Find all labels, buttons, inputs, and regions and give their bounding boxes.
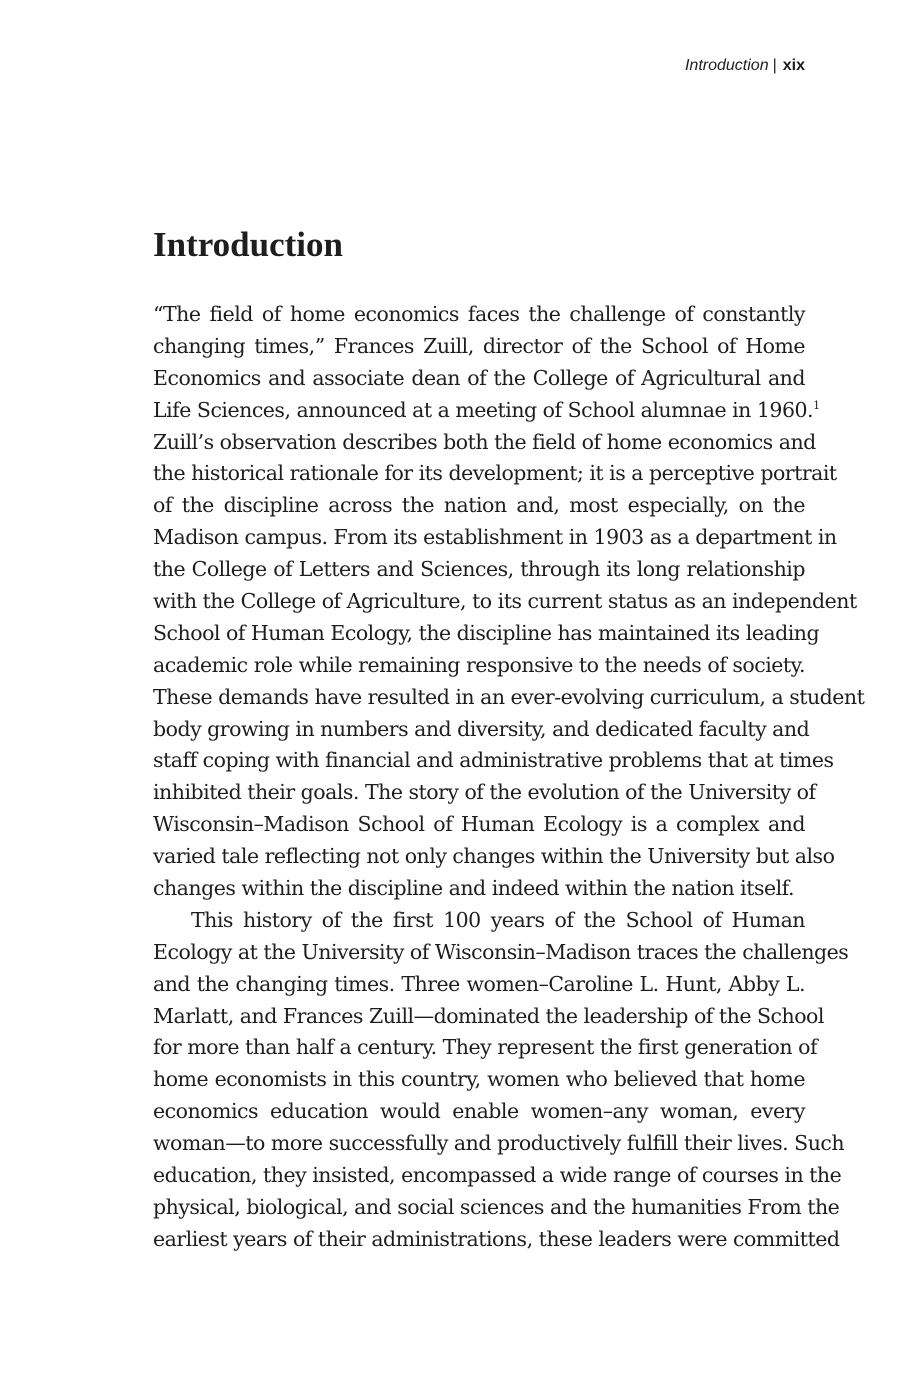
paragraph-2 <box>153 905 849 1256</box>
text-line: physical, biological, and social sciences and the humanities From the <box>153 1194 840 1219</box>
text-line: Economics and associate dean of the College of Agricultural and <box>153 365 805 390</box>
running-head-separator: | <box>772 57 777 74</box>
text-line: changes within the discipline and indeed within the nation itself. <box>153 876 795 901</box>
text-line-with-note <box>153 395 821 427</box>
text-line: “The field of home economics faces the challenge of constantly <box>153 302 805 326</box>
text-line: changing times,” Frances Zuill, director of the School of Home <box>153 333 805 358</box>
text-line: education, they insisted, encompassed a wide range of courses in the <box>153 1163 842 1188</box>
text-line: Madison campus. From its establishment in 1903 as a department in <box>153 525 837 550</box>
text-line: staff coping with financial and administrative problems that at times <box>153 748 834 773</box>
text-line: Life Sciences, announced at a meeting of School alumnae in 1960. <box>153 397 814 422</box>
body-text <box>153 299 865 1256</box>
text-line: Wisconsin–Madison School of Human Ecology is a complex and <box>153 812 805 837</box>
text-line: Marlatt, and Frances Zuill—dominated the leadership of the School <box>153 1003 824 1028</box>
text-line: varied tale reflecting not only changes within the University but also <box>153 844 835 869</box>
text-line: School of Human Ecology, the discipline has maintained its leading <box>153 620 820 645</box>
text-line: economics education would enable women–any woman, every <box>153 1099 805 1124</box>
text-line: for more than half a century. They represent the first generation of <box>153 1035 818 1060</box>
text-line: the College of Letters and Sciences, through its long relationship <box>153 557 805 582</box>
text-line: earliest years of their administrations, these leaders were committed <box>153 1226 840 1251</box>
text-line: academic role while remaining responsive to the needs of society. <box>153 652 805 677</box>
chapter-title: Introduction <box>153 225 343 264</box>
text-line: woman—to more successfully and productively fulfill their lives. Such <box>153 1131 845 1156</box>
text-line: inhibited their goals. The story of the evolution of the University of <box>153 780 816 805</box>
paragraph-1 <box>153 299 865 905</box>
running-head-section: Introduction <box>684 57 769 74</box>
text-line: Ecology at the University of Wisconsin–Madison traces the challenges <box>153 939 849 964</box>
text-line: This history of the first 100 years of the School of Human <box>191 907 805 932</box>
footnote-reference: 1 <box>813 398 821 412</box>
text-line: Zuill’s observation describes both the field of home economics and <box>153 429 816 454</box>
text-line: and the changing times. Three women–Caroline L. Hunt, Abby L. <box>153 971 805 996</box>
running-head <box>685 55 805 77</box>
text-line: the historical rationale for its development; it is a perceptive portrait <box>153 461 837 486</box>
page-number: xix <box>782 57 805 74</box>
text-line: home economists in this country, women who believed that home <box>153 1067 805 1092</box>
text-line: with the College of Agriculture, to its current status as an independent <box>153 589 857 614</box>
text-line: body growing in numbers and diversity, and dedicated faculty and <box>153 716 810 741</box>
text-line: of the discipline across the nation and, most especially, on the <box>153 493 805 518</box>
text-line: These demands have resulted in an ever-evolving curriculum, a student <box>153 684 865 709</box>
